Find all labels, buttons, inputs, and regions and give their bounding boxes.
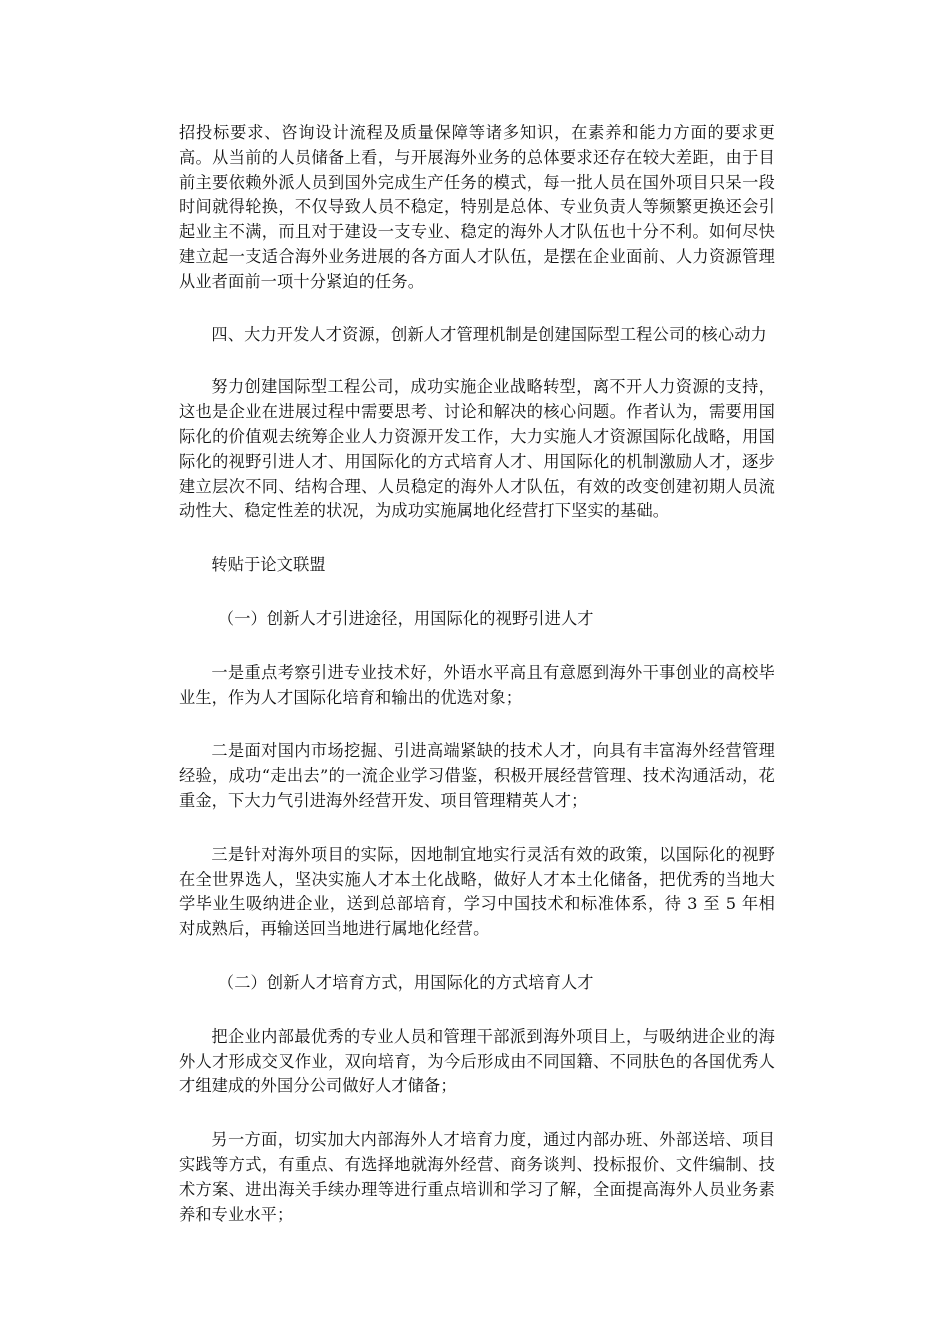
paragraph-personnel-gap: 招投标要求、咨询设计流程及质量保障等诸多知识，在素养和能力方面的要求更高。从当前的人员储备上看，与开展海外业务的总体要求还存在较大差距，由于目前主要依赖外派人员到国外完成生产任务的模式，每一批人员在国外项目只呆一段时间就得轮换，不仅导致人员不稳定，特别是总体、专业负责人等频繁更换还会引起业主不满，而且对于建设一支专业、稳定的海外人才队伍也十分不利。如何尽快建立起一支适合海外业务进展的各方面人才队伍，是摆在企业面前、人力资源管理从业者面前一项十分紧迫的任务。 [179, 123, 775, 291]
paragraph-international-strategy: 努力创建国际型工程公司，成功实施企业战略转型，离不开人力资源的支持，这也是企业在进展过程中需要思考、讨论和解决的核心问题。作者认为，需要用国际化的价值观去统筹企业人力资源开发工作，大力实施人才资源国际化战略，用国际化的视野引进人才、用国际化的方式培育人才、用国际化的机制激励人才，逐步建立层次不同、结构合理、人员稳定的海外人才队伍，有效的改变创建初期人员流动性大、稳定性差的状况，为成功实施属地化经营打下坚实的基础。 [179, 377, 775, 521]
paragraph-internal-training: 另一方面，切实加大内部海外人才培育力度，通过内部办班、外部送培、项目实践等方式，有重点、有选择地就海外经营、商务谈判、投标报价、文件编制、技术方案、进出海关手续办理等进行重点培训和学习了解，全面提高海外人员业务素养和专业水平； [179, 1130, 775, 1224]
subsection-heading-two: （二）创新人才培育方式，用国际化的方式培育人才 [217, 972, 594, 992]
repost-note: 转贴于论文联盟 [211, 555, 326, 575]
paragraph-item-one: 一是重点考察引进专业技术好，外语水平高且有意愿到海外干事创业的高校毕业生，作为人才国际化培育和输出的优选对象； [179, 662, 775, 707]
subsection-heading-one: （一）创新人才引进途径，用国际化的视野引进人才 [217, 608, 594, 628]
section-heading-four: 四、大力开发人才资源，创新人才管理机制是创建国际型工程公司的核心动力 [211, 324, 767, 344]
paragraph-item-two: 二是面对国内市场挖掘、引进高端紧缺的技术人才，向具有丰富海外经营管理经验，成功“走出去”的一流企业学习借鉴，积极开展经营管理、技术沟通活动，花重金，下大力气引进海外经营开发、项目管理精英人才； [179, 741, 775, 810]
paragraph-cross-training: 把企业内部最优秀的专业人员和管理干部派到海外项目上，与吸纳进企业的海外人才形成交叉作业，双向培育，为今后形成由不同国籍、不同肤色的各国优秀人才组建成的外国分公司做好人才储备； [179, 1026, 775, 1096]
paragraph-item-three: 三是针对海外项目的实际，因地制宜地实行灵活有效的政策，以国际化的视野在全世界选人，坚决实施人才本土化战略，做好人才本土化储备，把优秀的当地大学毕业生吸纳进企业，送到总部培育，学习中国技术和标准体系，待 3 至 5 年相对成熟后，再输送回当地进行属地化经营。 [179, 844, 775, 939]
document-page [179, 121, 775, 1227]
